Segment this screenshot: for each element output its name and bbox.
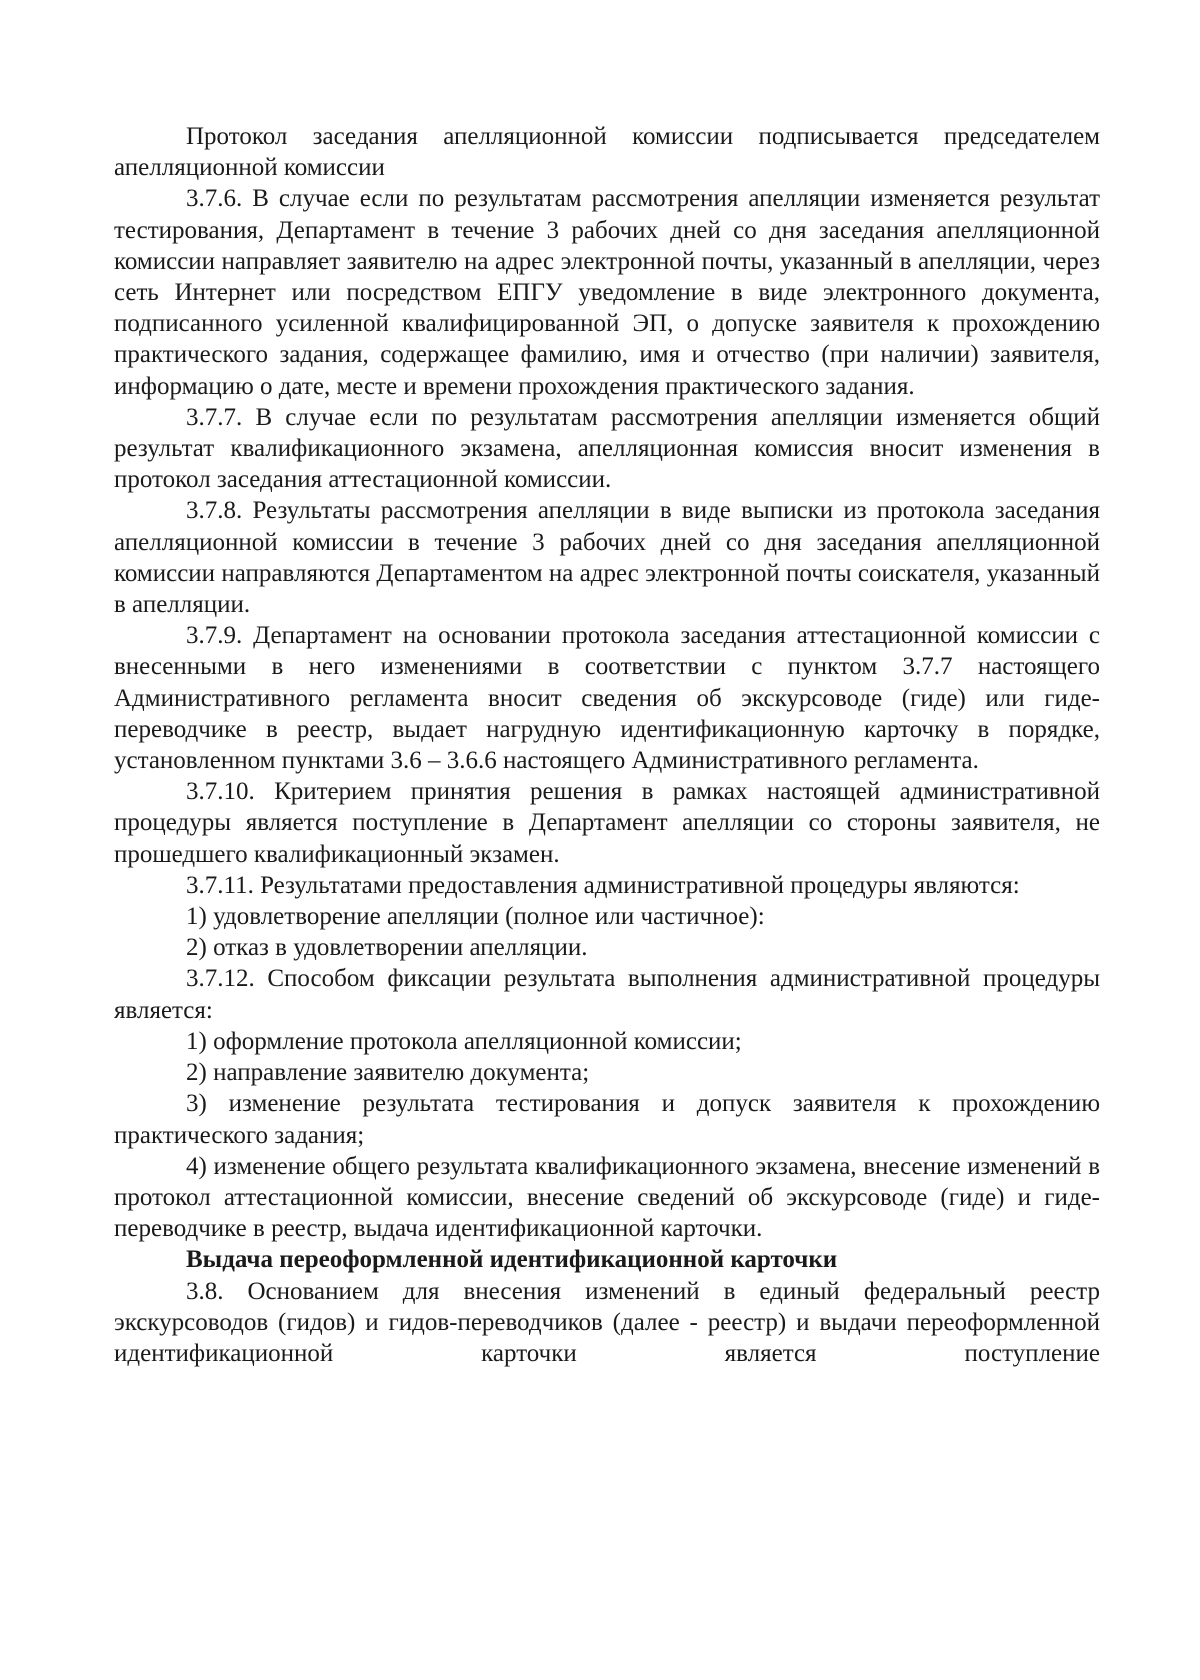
paragraph-3-7-9: 3.7.9. Департамент на основании протокола заседания аттестационной комиссии с внесенными в него изменениями в соответствии с пунктом 3.7.7 настоящего Административного регламента вносит сведения об экскурсоводе (гиде) или гиде-переводчике в реестр, выдает нагрудную идентификационную карточку в порядке, установленном пунктами 3.6 – 3.6.6 настоящего Административного регламента.	[114, 622, 1100, 775]
list-item-send-document: 2) направление заявителю документа;	[186, 1059, 590, 1087]
paragraph-3-7-8: 3.7.8. Результаты рассмотрения апелляции в виде выписки из протокола заседания апелляционной комиссии в течение 3 рабочих дней со дня заседания апелляционной комиссии направляются Департаментом на адрес электронной почты соискателя, указанный в апелляции.	[114, 497, 1100, 619]
paragraph-3-8: 3.8. Основанием для внесения изменений в единый федеральный реестр экскурсоводов (гидов) и гидов-переводчиков (далее - реестр) и выдачи переоформленной идентификационной карточки является поступление	[114, 1277, 1100, 1367]
document-body	[114, 121, 1100, 1369]
list-item-appeal-refused: 2) отказ в удовлетворении апелляции.	[186, 934, 588, 962]
paragraph-3-7-12: 3.7.12. Способом фиксации результата выполнения административной процедуры является:	[114, 965, 1100, 1024]
paragraph-3-7-7: 3.7.7. В случае если по результатам рассмотрения апелляции изменяется общий результат квалификационного экзамена, апелляционная комиссия вносит изменения в протокол заседания аттестационной комиссии.	[114, 403, 1100, 494]
paragraph-3-7-10: 3.7.10. Критерием принятия решения в рамках настоящей административной процедуры является поступление в Департамент апелляции со стороны заявителя, не прошедшего квалификационный экзамен.	[114, 778, 1100, 868]
paragraph-3-7-6: 3.7.6. В случае если по результатам рассмотрения апелляции изменяется результат тестирования, Департамент в течение 3 рабочих дней со дня заседания апелляционной комиссии направляет заявителю на адрес электронной почты, указанный в апелляции, через сеть Интернет или посредством ЕПГУ уведомление в виде электронного документа, подписанного усиленной квалифицированной ЭП, о допуске заявителя к прохождению практического задания, содержащее фамилию, имя и отчество (при наличии) заявителя, информацию о дате, месте и времени прохождения практического задания.	[114, 185, 1100, 400]
list-item-test-result-change: 3) изменение результата тестирования и допуск заявителя к прохождению практического задания;	[114, 1090, 1100, 1149]
list-item-appeal-satisfied: 1) удовлетворение апелляции (полное или частичное):	[186, 903, 765, 931]
section-heading: Выдача переоформленной идентификационной карточки	[186, 1246, 838, 1274]
paragraph-3-7-11: 3.7.11. Результатами предоставления административной процедуры являются:	[186, 871, 1020, 899]
list-item-protocol: 1) оформление протокола апелляционной комиссии;	[186, 1027, 742, 1055]
list-item-exam-result-change: 4) изменение общего результата квалификационного экзамена, внесение изменений в протокол аттестационной комиссии, внесение сведений об экскурсоводе (гиде) и гиде-переводчике в реестр, выдача идентификационной карточки.	[114, 1152, 1100, 1243]
paragraph-protocol-signature: Протокол заседания апелляционной комиссии подписывается председателем апелляционной комиссии	[114, 123, 1100, 182]
